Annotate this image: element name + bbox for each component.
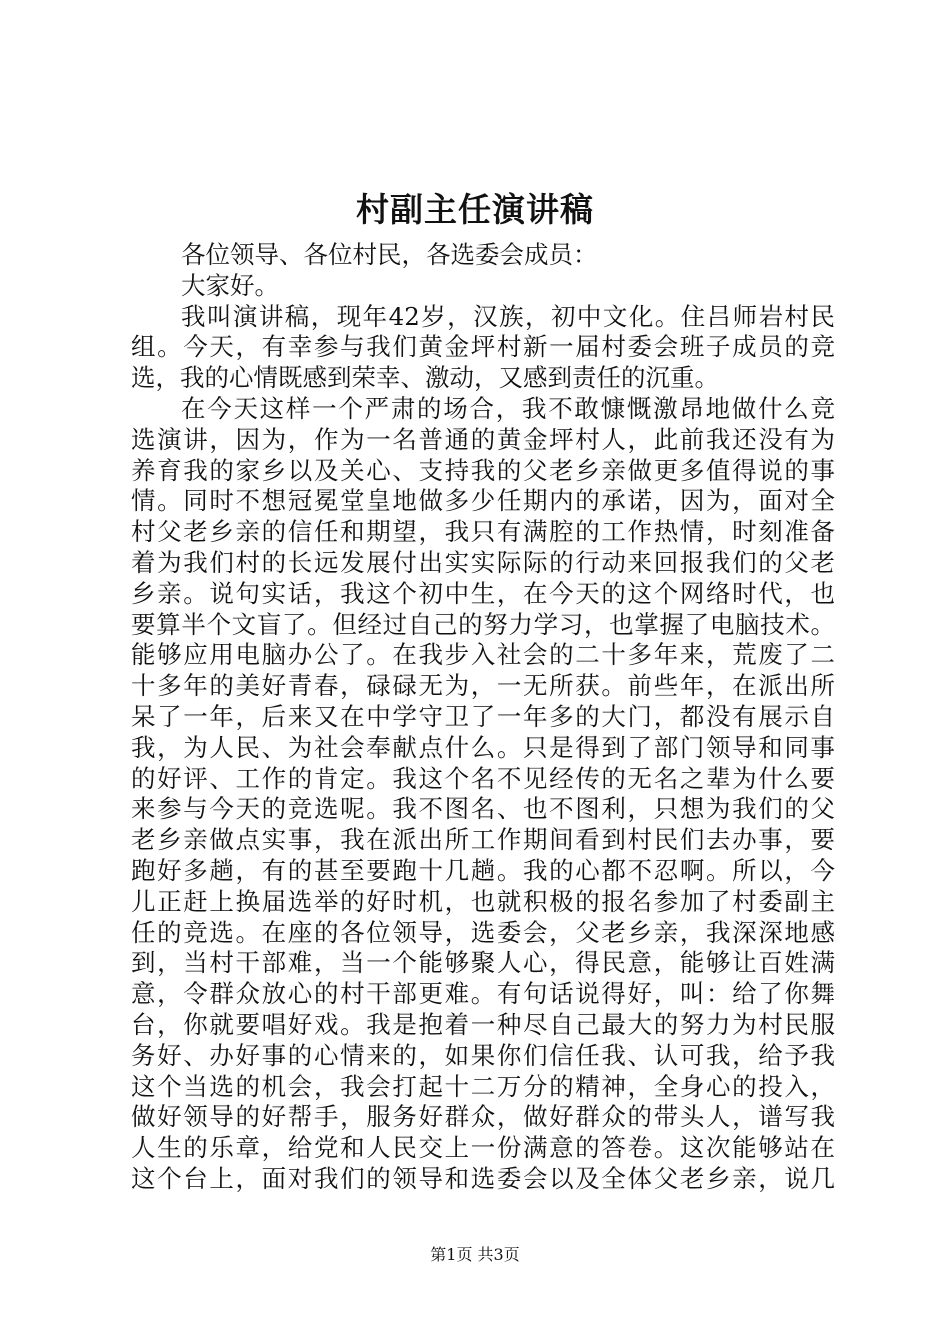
- text-line: 能够应用电脑办公了。在我步入社会的二十多年来，荒废了二: [131, 640, 835, 670]
- text-line: 在今天这样一个严肃的场合，我不敢慷慨激昂地做什么竞: [181, 393, 835, 423]
- text-line: 这个当选的机会，我会打起十二万分的精神，全身心的投入，: [131, 1071, 835, 1101]
- text-line: 选演讲，因为，作为一名普通的黄金坪村人，此前我还没有为: [131, 424, 835, 454]
- text-line: 十多年的美好青春，碌碌无为，一无所获。前些年，在派出所: [131, 671, 835, 701]
- text-line: 村父老乡亲的信任和期望，我只有满腔的工作热情，时刻准备: [131, 517, 835, 547]
- page-number: 第1页 共3页: [430, 1245, 520, 1264]
- text-line: 这个台上，面对我们的领导和选委会以及全体父老乡亲，说几: [131, 1163, 835, 1193]
- text-line: 要算半个文盲了。但经过自己的努力学习，也掌握了电脑技术。: [131, 609, 835, 639]
- text-line: 意，令群众放心的村干部更难。有句话说得好，叫：给了你舞: [131, 979, 835, 1009]
- text-line: 呆了一年，后来又在中学守卫了一年多的大门，都没有展示自: [131, 701, 835, 731]
- text-line: 的好评、工作的肯定。我这个名不见经传的无名之辈为什么要: [131, 763, 835, 793]
- text-line: 情。同时不想冠冕堂皇地做多少任期内的承诺，因为，面对全: [131, 486, 835, 516]
- salutation-line: 各位领导、各位村民，各选委会成员：: [181, 240, 598, 269]
- text-line: 我，为人民、为社会奉献点什么。只是得到了部门领导和同事: [131, 732, 835, 762]
- text-line: 我叫演讲稿，现年42岁，汉族，初中文化。住吕师岩村民: [181, 301, 835, 331]
- text-line: 台，你就要唱好戏。我是抱着一种尽自己最大的努力为村民服: [131, 1009, 835, 1039]
- document-body: [131, 240, 835, 1195]
- document-title: 村副主任演讲稿: [356, 190, 594, 229]
- text-line: 儿正赶上换届选举的好时机，也就积极的报名参加了村委副主: [131, 886, 835, 916]
- text-line: 跑好多趟，有的甚至要跑十几趟。我的心都不忍啊。所以，今: [131, 855, 835, 885]
- text-line: 乡亲。说句实话，我这个初中生，在今天的这个网络时代，也: [131, 578, 835, 608]
- text-line: 着为我们村的长远发展付出实实际际的行动来回报我们的父老: [131, 547, 835, 577]
- text-line: 到，当村干部难，当一个能够聚人心，得民意，能够让百姓满: [131, 948, 835, 978]
- text-line: 老乡亲做点实事，我在派出所工作期间看到村民们去办事，要: [131, 825, 835, 855]
- greeting-line: 大家好。: [181, 270, 279, 300]
- text-line: 组。今天，有幸参与我们黄金坪村新一届村委会班子成员的竞: [131, 332, 835, 362]
- text-line: 人生的乐章，给党和人民交上一份满意的答卷。这次能够站在: [131, 1133, 835, 1163]
- text-line: 来参与今天的竞选呢。我不图名、也不图利，只想为我们的父: [131, 794, 835, 824]
- text-line: 养育我的家乡以及关心、支持我的父老乡亲做更多值得说的事: [131, 455, 835, 485]
- text-line: 做好领导的好帮手，服务好群众，做好群众的带头人，谱写我: [131, 1102, 835, 1132]
- text-line: 选，我的心情既感到荣幸、激动，又感到责任的沉重。: [131, 363, 719, 393]
- text-line: 务好、办好事的心情来的，如果你们信任我、认可我，给予我: [131, 1040, 835, 1070]
- text-line: 任的竞选。在座的各位领导，选委会，父老乡亲，我深深地感: [131, 917, 835, 947]
